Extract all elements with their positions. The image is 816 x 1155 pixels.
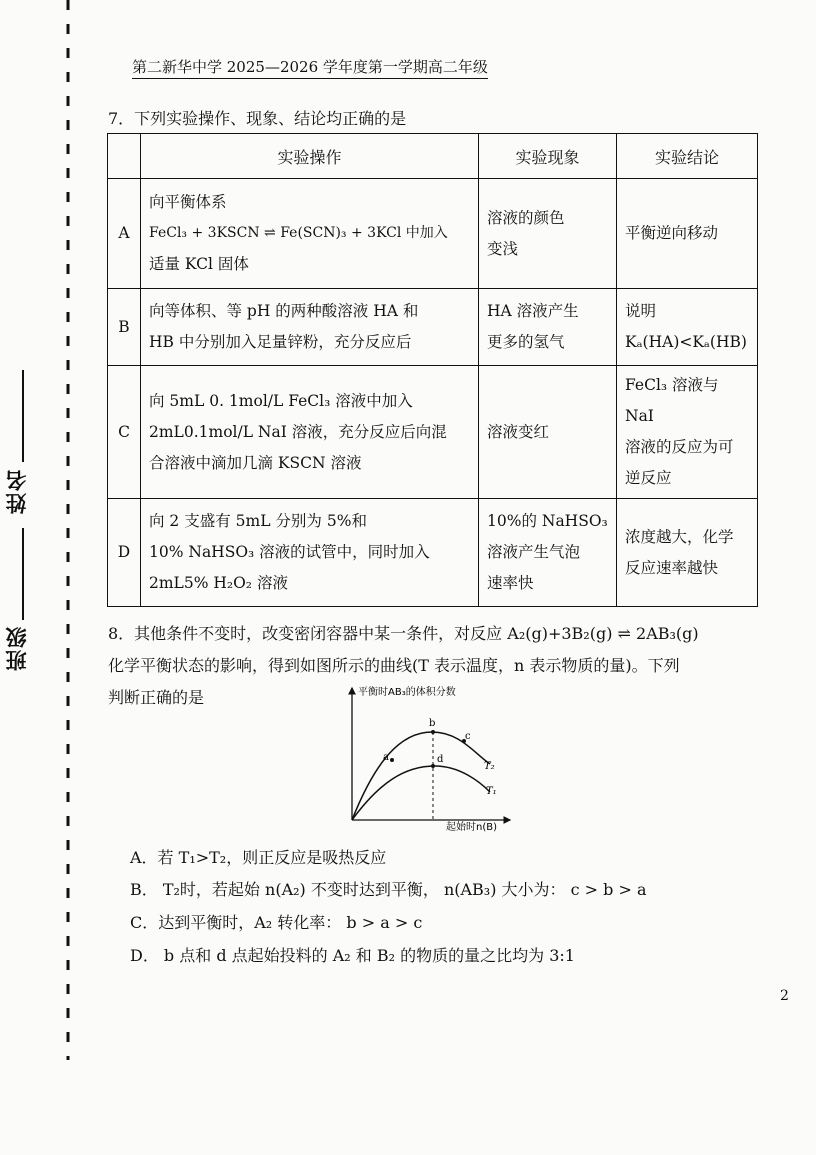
phenomenon-cell: [479, 499, 617, 607]
conclusion-line: 浓度越大，化学: [625, 527, 734, 546]
operation-line: 向等体积、等 pH 的两种酸溶液 HA 和: [149, 302, 419, 320]
exam-header: 第二新华中学 2025—2026 学年度第一学期高二年级: [132, 56, 488, 79]
q8-option-b: B． T₂时，若起始 n(A₂) 不变时达到平衡， n(AB₃) 大小为： c > b > a: [130, 880, 647, 899]
operation-line: HB 中分别加入足量锌粉，充分反应后: [149, 333, 412, 351]
phenomenon-line: 速率快: [487, 574, 534, 592]
curve-t1-label: T₁: [486, 786, 497, 797]
conclusion-line: 逆反应: [625, 469, 672, 487]
col-header-conclusion: 实验结论: [617, 134, 758, 179]
binding-dashed-line: [66, 0, 70, 1060]
point-a-label: a: [383, 752, 389, 763]
class-blank-line: [22, 528, 24, 620]
phenomenon-line: 溶液的颜色: [487, 208, 565, 227]
phenomenon-line: HA 溶液产生: [487, 302, 579, 320]
operation-cell: [141, 499, 479, 607]
table-row-d: [108, 499, 758, 607]
phenomenon-line: 溶液产生气泡: [487, 543, 581, 561]
point-d-label: d: [437, 754, 444, 765]
q8-option-c: C．达到平衡时，A₂ 转化率： b > a > c: [130, 913, 423, 932]
operation-cell: [141, 366, 479, 499]
operation-cell: [141, 289, 479, 366]
operation-cell: [141, 179, 479, 289]
row-label: C: [108, 366, 141, 499]
q8-line: 8．其他条件不变时，改变密闭容器中某一条件，对反应 A₂(g)+3B₂(g) ⇌ 2AB₃(g): [108, 624, 699, 643]
conclusion-line: 反应速率越快: [625, 558, 719, 577]
conclusion-cell: [617, 499, 758, 607]
q8-line: 判断正确的是: [108, 688, 205, 707]
operation-line: 向平衡体系: [149, 193, 227, 211]
operation-line: 2mL0.1mol/L NaI 溶液，充分反应后向混: [149, 422, 447, 441]
conclusion-cell: [617, 179, 758, 289]
y-axis-label: 平衡时AB₃的体积分数: [358, 687, 456, 698]
q8-graph: [340, 682, 540, 832]
table-header-row: [108, 134, 758, 179]
table-row-a: [108, 179, 758, 289]
q8-option-d: D． b 点和 d 点起始投料的 A₂ 和 B₂ 的物质的量之比均为 3:1: [130, 946, 575, 965]
x-axis-label: 起始时n(B): [446, 822, 498, 832]
phenomenon-line: 变浅: [487, 239, 519, 258]
row-label: B: [108, 289, 141, 366]
phenomenon-line: 溶液变红: [487, 422, 550, 441]
operation-line: 10% NaHSO₃ 溶液的试管中，同时加入: [149, 543, 430, 561]
operation-line: 合溶液中滴加几滴 KSCN 溶液: [149, 453, 362, 472]
phenomenon-line: 10%的 NaHSO₃: [487, 512, 608, 530]
table-row-b: [108, 289, 758, 366]
operation-line: 2mL5% H₂O₂ 溶液: [149, 574, 288, 592]
operation-line: 适量 KCl 固体: [149, 255, 249, 273]
operation-line: FeCl₃ + 3KSCN ⇌ Fe(SCN)₃ + 3KCl 中加入: [149, 225, 448, 241]
phenomenon-cell: [479, 179, 617, 289]
class-label: 班级: [4, 625, 29, 671]
phenomenon-line: 更多的氢气: [487, 333, 565, 351]
conclusion-cell: [617, 366, 758, 499]
q7-table: [107, 133, 758, 607]
col-header-phenomenon: 实验现象: [479, 134, 617, 179]
row-label: A: [108, 179, 141, 289]
q8-line: 化学平衡状态的影响，得到如图所示的曲线(T 表示温度，n 表示物质的量)。下列: [108, 656, 680, 675]
point-a-marker: [390, 758, 394, 762]
point-b-label: b: [429, 718, 436, 729]
name-label: 姓名: [4, 468, 29, 514]
row-label: D: [108, 499, 141, 607]
conclusion-line: 溶液的反应为可: [625, 438, 734, 456]
conclusion-cell: [617, 289, 758, 366]
operation-line: 向 5mL 0. 1mol/L FeCl₃ 溶液中加入: [149, 391, 413, 410]
curve-t2-label: T₂: [484, 761, 495, 772]
point-c-label: c: [465, 731, 471, 742]
conclusion-line: Kₐ(HA)<Kₐ(HB): [625, 333, 747, 351]
phenomenon-cell: [479, 289, 617, 366]
phenomenon-cell: [479, 366, 617, 499]
col-header-operation: 实验操作: [141, 134, 479, 179]
conclusion-line: 平衡逆向移动: [625, 224, 719, 242]
operation-line: 向 2 支盛有 5mL 分别为 5%和: [149, 512, 367, 530]
conclusion-line: 说明: [625, 302, 657, 320]
page-number: 2: [780, 988, 789, 1004]
q8-option-a: A．若 T₁>T₂，则正反应是吸热反应: [130, 848, 387, 867]
q7-title: 7．下列实验操作、现象、结论均正确的是: [108, 109, 407, 128]
name-blank-line: [22, 370, 24, 462]
conclusion-line: FeCl₃ 溶液与 NaI: [625, 376, 719, 425]
point-d-marker: [431, 764, 435, 768]
point-b-marker: [431, 730, 435, 734]
col-header-label: [108, 134, 141, 179]
curve-t1: [352, 766, 490, 820]
table-row-c: [108, 366, 758, 499]
